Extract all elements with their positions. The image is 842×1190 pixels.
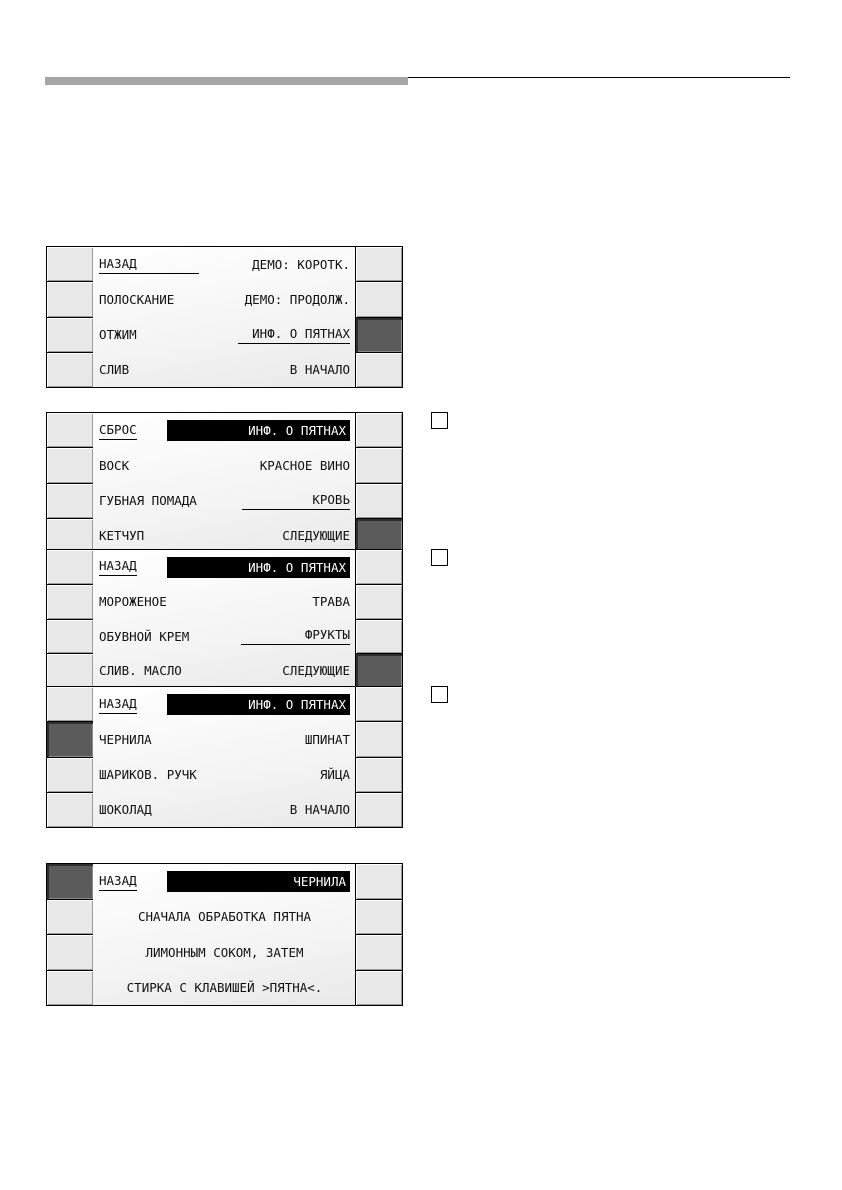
next-option[interactable]: СЛЕДУЮЩИЕ	[282, 528, 350, 543]
to-start-option[interactable]: В НАЧАЛО	[289, 362, 350, 377]
info-text-line-1: СНАЧАЛА ОБРАБОТКА ПЯТНА	[137, 909, 312, 925]
left-key-3[interactable]	[47, 484, 93, 519]
butter-option[interactable]: СЛИВ. МАСЛО	[99, 663, 182, 679]
main-menu-panel	[46, 246, 403, 388]
right-key-2[interactable]	[356, 900, 402, 936]
left-key-1-pressed[interactable]	[47, 864, 93, 900]
left-key-2[interactable]	[47, 900, 93, 936]
left-key-4[interactable]	[47, 353, 93, 387]
right-key-1[interactable]	[356, 247, 402, 282]
right-key-4-pressed[interactable]	[356, 654, 402, 688]
fruit-option[interactable]: ФРУКТЫ	[241, 627, 350, 645]
ketchup-option[interactable]: КЕТЧУП	[99, 528, 145, 543]
right-softkeys	[355, 413, 402, 553]
ink-option[interactable]: ЧЕРНИЛА	[99, 732, 152, 747]
right-key-1[interactable]	[356, 687, 402, 722]
next-option[interactable]: СЛЕДУЮЩИЕ	[282, 663, 350, 679]
reset-option[interactable]: СБРОС	[99, 422, 137, 440]
right-softkeys	[355, 247, 402, 387]
screen-title: ИНФ. О ПЯТНАХ	[167, 694, 350, 715]
info-screen	[93, 864, 356, 1005]
menu-screen	[93, 247, 356, 387]
ballpoint-pen-option[interactable]: ШАРИКОВ. РУЧК	[99, 767, 197, 782]
header-bar	[45, 77, 408, 85]
rinse-option[interactable]: ПОЛОСКАНИЕ	[99, 292, 175, 307]
to-start-option[interactable]: В НАЧАЛО	[289, 802, 350, 817]
left-key-1[interactable]	[47, 413, 93, 448]
right-key-4[interactable]	[356, 353, 402, 387]
shoe-polish-option[interactable]: ОБУВНОЙ КРЕМ	[99, 628, 190, 644]
left-key-1[interactable]	[47, 687, 93, 722]
lipstick-option[interactable]: ГУБНАЯ ПОМАДА	[99, 493, 197, 508]
grass-option[interactable]: ТРАВА	[312, 594, 350, 610]
stain-info-panel-3	[46, 686, 403, 828]
back-option[interactable]: НАЗАД	[99, 256, 199, 274]
right-key-2[interactable]	[356, 585, 402, 620]
header-rule	[408, 77, 790, 78]
spin-option[interactable]: ОТЖИМ	[99, 327, 137, 342]
info-text-line-3: СТИРКА С КЛАВИШЕЙ >ПЯТНА<.	[126, 979, 323, 995]
right-key-4-pressed[interactable]	[356, 519, 402, 553]
left-key-1[interactable]	[47, 550, 93, 585]
right-key-3[interactable]	[356, 758, 402, 793]
right-key-4[interactable]	[356, 793, 402, 827]
right-key-1[interactable]	[356, 550, 402, 585]
left-key-4[interactable]	[47, 971, 93, 1006]
left-softkeys	[47, 247, 94, 387]
right-key-3[interactable]	[356, 484, 402, 519]
menu-screen	[93, 413, 356, 553]
spinach-option[interactable]: ШПИНАТ	[304, 732, 350, 747]
demo-long-option[interactable]: ДЕМО: ПРОДОЛЖ.	[244, 292, 350, 307]
menu-screen	[93, 550, 356, 688]
right-key-3-pressed[interactable]	[356, 318, 402, 353]
chocolate-option[interactable]: ШОКОЛАД	[99, 802, 152, 817]
drain-option[interactable]: СЛИВ	[99, 362, 130, 377]
left-key-4[interactable]	[47, 519, 93, 553]
right-key-2[interactable]	[356, 282, 402, 317]
step-checkbox-3	[431, 686, 448, 703]
stain-info-panel-2	[46, 549, 403, 689]
back-option[interactable]: НАЗАД	[99, 873, 137, 891]
right-key-1[interactable]	[356, 413, 402, 448]
left-key-3[interactable]	[47, 318, 93, 353]
blood-option[interactable]: КРОВЬ	[242, 492, 350, 510]
right-key-2[interactable]	[356, 722, 402, 757]
eggs-option[interactable]: ЯЙЦА	[319, 767, 350, 782]
left-softkeys	[47, 864, 94, 1005]
wax-option[interactable]: ВОСК	[99, 458, 130, 473]
menu-screen	[93, 687, 356, 827]
red-wine-option[interactable]: КРАСНОЕ ВИНО	[259, 458, 350, 473]
left-softkeys	[47, 550, 94, 688]
left-key-2[interactable]	[47, 448, 93, 483]
ice-cream-option[interactable]: МОРОЖЕНОЕ	[99, 594, 167, 610]
left-key-2[interactable]	[47, 585, 93, 620]
right-key-3[interactable]	[356, 935, 402, 971]
left-key-4[interactable]	[47, 654, 93, 688]
right-softkeys	[355, 864, 402, 1005]
step-checkbox-2	[431, 549, 448, 566]
left-key-3[interactable]	[47, 620, 93, 655]
right-key-1[interactable]	[356, 864, 402, 900]
ink-info-panel	[46, 863, 403, 1006]
right-softkeys	[355, 550, 402, 688]
stain-info-panel-1	[46, 412, 403, 554]
screen-title: ИНФ. О ПЯТНАХ	[167, 557, 350, 578]
left-key-3[interactable]	[47, 935, 93, 971]
left-key-1[interactable]	[47, 247, 93, 282]
screen-title: ЧЕРНИЛА	[167, 871, 350, 892]
stain-info-option[interactable]: ИНФ. О ПЯТНАХ	[238, 326, 350, 344]
demo-short-option[interactable]: ДЕМО: КОРОТК.	[252, 257, 350, 272]
left-key-2-pressed[interactable]	[47, 722, 93, 757]
left-softkeys	[47, 687, 94, 827]
right-key-2[interactable]	[356, 448, 402, 483]
screen-title: ИНФ. О ПЯТНАХ	[167, 420, 350, 441]
right-softkeys	[355, 687, 402, 827]
right-key-4[interactable]	[356, 971, 402, 1006]
left-softkeys	[47, 413, 94, 553]
left-key-2[interactable]	[47, 282, 93, 317]
step-checkbox-1	[431, 412, 448, 429]
right-key-3[interactable]	[356, 620, 402, 655]
back-option[interactable]: НАЗАД	[99, 558, 137, 576]
left-key-3[interactable]	[47, 758, 93, 793]
back-option[interactable]: НАЗАД	[99, 696, 137, 714]
left-key-4[interactable]	[47, 793, 93, 827]
info-text-line-2: ЛИМОННЫМ СОКОМ, ЗАТЕМ	[145, 944, 304, 960]
